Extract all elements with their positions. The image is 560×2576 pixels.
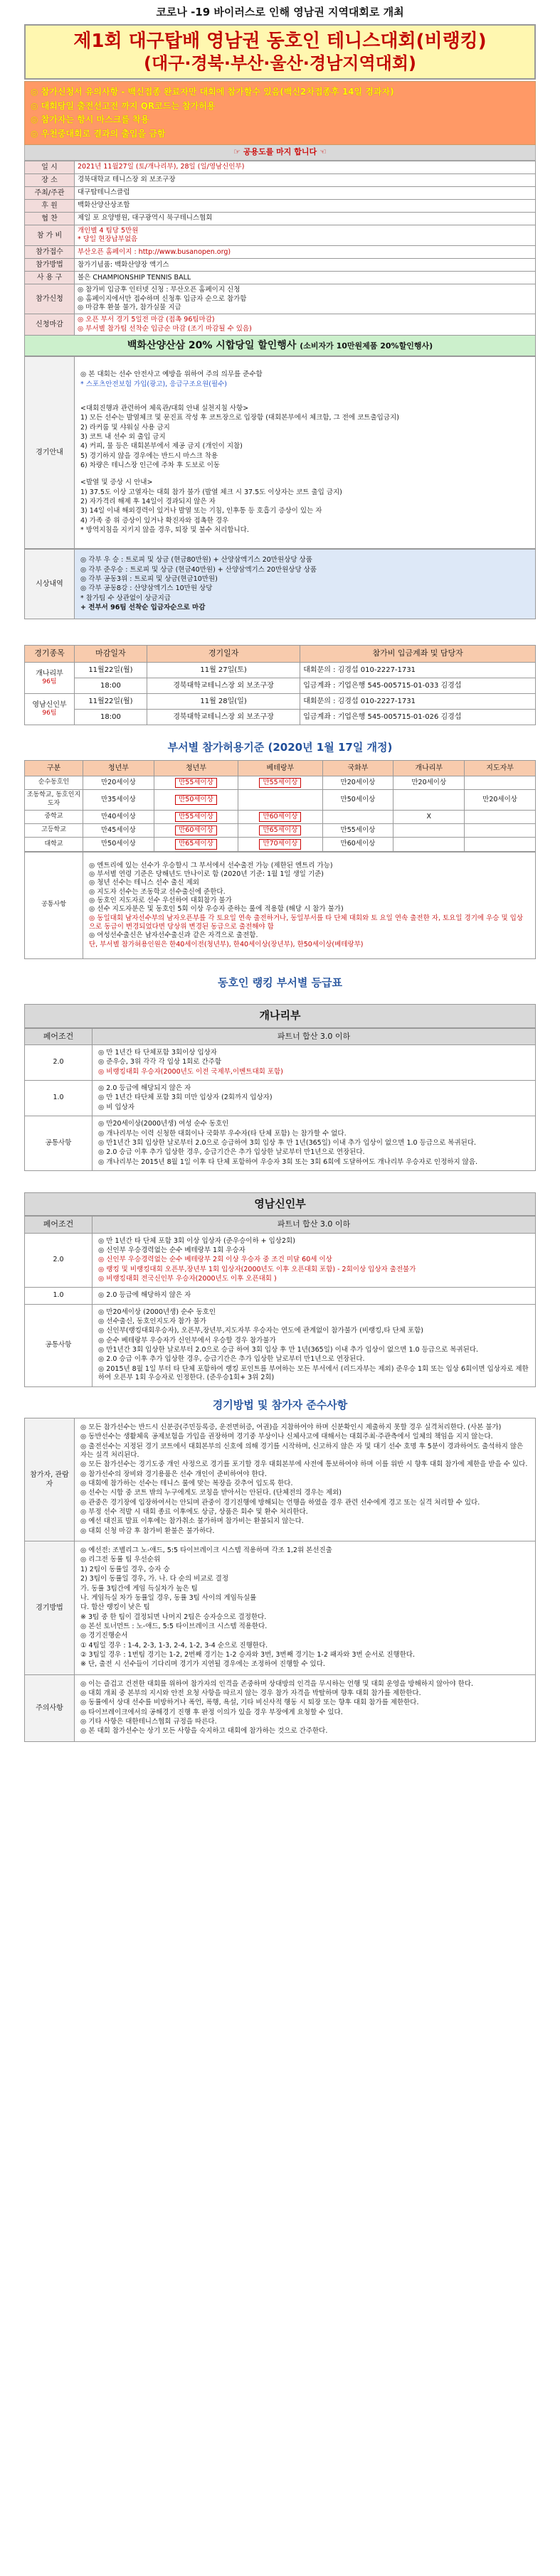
info-value-line: 부산오픈 홈페이지 : http://www.busanopen.org): [78, 247, 231, 256]
info-table: [24, 161, 536, 336]
notice-top: 코로나 -19 바이러스로 인해 영남권 지역대회로 개최: [156, 6, 404, 18]
info-value-line: ◎ 마감후 환불 불가, 참가실물 지급: [78, 304, 181, 312]
rules-line: ◎ 출전선수는 지정된 경기 코트에서 대회본부의 신호에 의해 경기를 시작하며, 신고하지 않은 자 및 대기 선수 호명 후 5분이 경과하여도 출석하지 않은 자는 실격 처리된다.: [80, 1442, 524, 1460]
age-cell: [238, 838, 322, 851]
grade-line: ◎ 신인부(랭킹대회우승자), 오픈부,장년부,지도자부 우승자는 연도에 관계없이 참가불가 (비랭킹,타 단체 포함): [98, 1327, 423, 1335]
guide-symptom: 1) 37.5도 이상 고열자는 대회 참가 불가 (발열 체크 시 37.5도 이상자는 코트 출입 금지): [80, 488, 342, 496]
age-note: ◎ 동일대회 남자선수부의 남자오픈부를 각 토요일 연속 출전하거나, 동일부서를 타 단체 대회와 토 요일 연속 출전한 자, 토요일 경기에 우승 및 입상으로 동급이 변경되었다면 당상위 변경된 동급으로 출전해야 함: [89, 914, 524, 931]
gaenari-table: [24, 1028, 536, 1171]
guide-symptom: 4) 가족 중 위 증상이 있거나 확진자와 접촉한 경우: [80, 516, 229, 525]
guide-intro: ◎ 본 대회는 선수 안전사고 예방을 위하여 주의 의무를 준수함: [80, 370, 263, 379]
age-value: 만50세이상: [175, 795, 217, 805]
age-cell: [393, 776, 465, 790]
age-value: 만65세이상: [259, 825, 301, 835]
info-label: 주최/주관: [25, 186, 75, 199]
age-cell: [238, 776, 322, 790]
rules-line: 1) 2팀이 동률일 경우, 승자 승: [80, 1565, 170, 1573]
title-line1: 제1회 대구탑배 영남권 동호인 테니스대회(비랭킹): [73, 30, 487, 52]
age-notes-label: 공통사항: [25, 852, 83, 958]
award-line: ◎ 각부 준우승 : 트로피 및 상금 (현금40만원) + 산양삼엑기스 20만원상당 상품: [80, 565, 317, 574]
schedule-contact: 대회문의 : 김경섭 010-2227-1731: [300, 662, 536, 678]
age-cell: [465, 776, 536, 790]
age-cell: [322, 824, 393, 838]
rules-line: ◎ 관중은 경기장에 입장하여서는 안되며 관중이 경기진행에 방해되는 언행을 하였을 경우 관련 선수에게 경고 또는 실격 처리할 수 있다.: [80, 1498, 480, 1507]
rules-line: ◎ 본 대회 참가선수는 상기 모든 사항을 숙지하고 대회에 참가하는 것으로 간주한다.: [80, 1727, 328, 1736]
guide-rule: 4) 커피, 물 등은 대회본부에서 제공 금지 (개인이 지참): [80, 442, 243, 451]
schedule-time: 18:00: [75, 678, 147, 693]
age-cell: [238, 790, 322, 810]
info-value-line: 개인별 4 팀당 5만원: [78, 226, 139, 235]
division-name: 개나리부: [36, 669, 63, 678]
grade-condition: 2.0: [25, 1045, 93, 1081]
rules-label: 경기방법: [25, 1541, 75, 1674]
age-value: 만20세이상: [411, 779, 447, 787]
info-label: 일 시: [25, 161, 75, 173]
grade-line: ◎ 신인부 우승경력없는 순수 베테랑부 1회 우승자: [98, 1246, 245, 1255]
age-value: 만70세이상: [259, 839, 301, 849]
rules-line: ② 3팀일 경우 : 1번팀 경기는 1-2, 2번째 경기는 1-2 승자와 3번, 3번째 경기는 1-2 패자와 3번 순서로 진행한다.: [80, 1650, 415, 1659]
grade-criteria: [93, 1288, 536, 1304]
guide-symptom: * 방역지침을 지키지 않을 경우, 퇴장 및 불수 처리합니다.: [80, 526, 249, 534]
grade-line: ◎ 개나리부는 2015년 8월 1일 이후 타 단체 포함하여 우승자 3회 또는 3회 6회에 도달하여도 개나리부 우승자로 인정하지 않음.: [98, 1158, 478, 1166]
yeongnam-col2: 파트너 합산 3.0 이하: [93, 1217, 536, 1233]
guide-content: [75, 357, 536, 549]
rules-line: ◎ 선수는 시합 중 코트 밖의 누구에게도 코칭을 받아서는 안된다. (단체전의 경우는 제외): [80, 1489, 342, 1497]
info-value-line: ◎ 참가비 입금후 인터넷 신청 : 부산오픈 홈페이지 신청: [78, 286, 241, 294]
guide-section2-title: <발열 및 증상 시 안내>: [80, 479, 153, 487]
age-cell: [465, 824, 536, 838]
age-value: 만20세이상: [482, 795, 517, 803]
grade-line: ◎ 순수 베테랑부 우승자가 신인부에서 우승할 경우 참가불가: [98, 1336, 276, 1345]
age-row-label: 조동학교, 동호인지도자: [25, 790, 83, 810]
rules-content: [75, 1674, 536, 1741]
rules-line: 가. 동률 3팀간에 게임 득실차가 높은 팀: [80, 1584, 198, 1593]
info-label: 신청마감: [25, 314, 75, 336]
grade-criteria: [93, 1081, 536, 1116]
grade-line: ◎ 만1년간 3회 입상한 날로부터 2.0으로 승급 하여 3회 입상 후 만 1년(365일) 이내 추가 입상이 없으면 1.0 등급으로 복귀된다.: [98, 1346, 479, 1354]
gaenari-col1: 페어조건: [25, 1028, 93, 1044]
info-label: 참가신청: [25, 284, 75, 314]
age-cell: [465, 790, 536, 810]
age-cell: [322, 838, 393, 851]
age-value: 만55세이상: [259, 778, 301, 788]
rules-content: [75, 1418, 536, 1541]
rules-line: ◎ 모든 참가선수는 경기도중 개인 사정으로 경기를 포기할 경우 대회본부에 사전에 통보하여야 하며 이를 위반 시 향후 대회 참가에 제한을 받을 수 있다.: [80, 1460, 528, 1469]
gaenari-head: 개나리부: [24, 1004, 536, 1028]
caution-item: ◎ 참가신청서 유의사항 - 백신접종 완료자만 대회에 참가할수 있음(백신2차접종후 14일 경과자): [31, 87, 394, 97]
age-value: 만20세이상: [340, 779, 376, 787]
age-value: 만50세이상: [101, 840, 136, 848]
age-value: 만60세이상: [259, 812, 301, 822]
schedule-venue: 경북대학교테니스장 외 보조구장: [147, 709, 300, 725]
caution-box: [24, 81, 536, 145]
grade-line: ◎ 만 1년간 타단체 포함 3회 미만 입상자 (2회까지 입상자): [98, 1094, 273, 1102]
age-note: ◎ 청년 선수는 테니스 선수 출신 제외: [89, 879, 199, 887]
guide-rule: 3) 코트 내 선수 외 출입 금지: [80, 432, 166, 441]
promo-banner: [24, 336, 536, 356]
age-cell: [393, 824, 465, 838]
age-header: 지도자부: [465, 761, 536, 776]
award-line: ◎ 각부 공동8강 : 산양삼엑기스 10만원 상당: [80, 584, 213, 593]
guide-label: 경기안내: [25, 357, 75, 549]
age-note: ◎ 지도자 선수는 조동학교 선수출신에 준한다.: [89, 887, 226, 896]
grade-line: ◎ 랭킹 및 비랭킹대회 오픈부,장년부 1회 입상자(2000년도 이후 오픈대회 포함) - 2회이상 입상자 출전불가: [98, 1265, 416, 1273]
rules-line: ◎ 모든 참가선수는 반드시 신분증(주민등록증, 운전면허증, 여권)을 지참하여야 하며 신분확인시 제출하지 못할 경우 실격처리한다. (사본 불가): [80, 1423, 502, 1431]
guide-section1-title: <대회진행과 관련하여 체육관/대회 안내 실천지침 사항>: [80, 404, 249, 412]
schedule-table: [24, 645, 536, 725]
grade-line: ◎ 비랭킹대회 우승자(2000년도 이전 국제부,이벤트대회 포함): [98, 1067, 283, 1076]
rules-table: [24, 1418, 536, 1742]
age-note: ◎ 동호인 지도자로 선수 우선하여 대회참가 불가: [89, 896, 232, 904]
guide-intro2: * 스포츠안전보험 가입(광고), 응급구조요원(필수): [80, 380, 228, 388]
age-section-title: 부서별 참가허용기준 (2020년 1월 17일 개정): [167, 740, 393, 754]
age-note: ◎ 여성선수출신은 남자선수출신과 같은 자격으로 출전함.: [89, 931, 258, 940]
awards-content: [75, 550, 536, 619]
grade-line: ◎ 만 1년간 타 단체 포함 3회 이상 입상자 (준우승이하 + 입상2회): [98, 1236, 295, 1245]
rules-label: 주의사항: [25, 1674, 75, 1741]
info-label: 협 찬: [25, 212, 75, 225]
age-cell: [83, 824, 154, 838]
division-teams: 96팀: [42, 678, 57, 685]
age-cell: [465, 810, 536, 823]
info-value: [75, 199, 536, 212]
award-line: ◎ 각부 우 승 : 트로피 및 상금 (현금80만원) + 산양삼엑기스 20만원상당 상품: [80, 556, 312, 565]
rules-label: 참가자, 관람자: [25, 1418, 75, 1541]
info-value: [75, 161, 536, 173]
grade-line: ◎ 신인부 우승경력없는 순수 베테랑부 2회 이상 우승자 중 조건 미달 60세 이상: [98, 1256, 332, 1264]
age-value: 만55세이상: [175, 812, 217, 822]
age-note: ◎ 부서별 연령 기준은 당해년도 만나이로 함 (2020년 기준: 1월 1일 생일 기준): [89, 870, 324, 878]
read-banner: ☞ 공용도를 마지 합니다 ☜: [24, 145, 536, 160]
age-cell: [393, 790, 465, 810]
rules-line: ◎ 이는 즐겁고 건전한 대회를 위하여 참가자의 인격을 존중하며 상대방의 인격을 무시하는 언행 및 대회 운영을 방해하지 않아야 한다.: [80, 1679, 474, 1688]
age-value: 만50세이상: [340, 795, 376, 803]
caution-item: ◎ 참가자는 항시 마스크를 착용: [31, 114, 149, 125]
spacer: [80, 397, 529, 404]
caution-item: ◎ 우천중대회로 결과의 출입을 금함: [31, 128, 166, 139]
awards-label: 시상내역: [25, 550, 75, 619]
grade-criteria: [93, 1045, 536, 1081]
age-cell: [322, 776, 393, 790]
age-cell: [238, 810, 322, 823]
award-line: + 전부서 96팀 선착순 입금자순으로 마감: [80, 603, 206, 611]
rules-line: ◎ 본선 토너먼트 : 노-애드, 5:5 타이브레이크 시스템 적용한다.: [80, 1622, 268, 1630]
age-cell: [83, 838, 154, 851]
age-header: 청년부: [154, 761, 238, 776]
schedule-contact: 대회문의 : 김경섭 010-2227-1731: [300, 693, 536, 709]
rules-line: ※ 단, 출전 시 선수들이 기다리며 경기가 지연될 경우에는 조정하여 진행할 수 있다.: [80, 1660, 325, 1669]
age-cell: [154, 810, 238, 823]
rules-line: ◎ 참가선수의 장비와 경기용품은 선수 개인이 준비하여야 한다.: [80, 1470, 267, 1478]
schedule-venue: 경북대학교테니스장 외 보조구장: [147, 678, 300, 693]
schedule-account: 입금계좌 : 기업은행 545-005715-01-033 김경섭: [300, 678, 536, 693]
age-notes-table: [24, 852, 536, 959]
age-value: 만35세이상: [101, 795, 136, 803]
grade-line: ◎ 개나리부는 이력 신청한 대회이나 국화부 우수자(타 단체 포함) 는 참가할 수 없다.: [98, 1129, 347, 1138]
info-value: [75, 314, 536, 336]
rules-line: 나. 게임득실 차가 동률일 경우, 동률 3팀 사이의 게임득실률: [80, 1593, 257, 1602]
age-row-label: 중학교: [25, 810, 83, 823]
grade-line: ◎ 만1년간 3회 입상한 날로부터 2.0으로 승급하여 3회 입상 후 만 1년(365일) 이내 추가 입상이 없으면 1.0 등급으로 복귀된다.: [98, 1138, 477, 1147]
age-cell: [393, 838, 465, 851]
info-value-line: ◎ 홈페이지에서만 접수하며 신청후 입금자 순으로 참가함: [78, 294, 247, 303]
grade-condition: 2.0: [25, 1233, 93, 1288]
yeongnam-table: [24, 1216, 536, 1386]
rules-line: ◎ 타이브레이크에서의 공해경기 진행 후 판정 이의가 있을 경우 부장에게 요청할 수 있다.: [80, 1708, 343, 1716]
age-note: ◎ 엔트리에 있는 선수가 우승할시 그 부서에서 선수출전 가능 (제한된 엔트리 가능): [89, 861, 333, 870]
age-header: 베테랑부: [238, 761, 322, 776]
award-line: * 참가팀 수 상관없이 상금지급: [80, 594, 171, 602]
grade-line: ◎ 2.0 승급 이후 추가 입상한 경우, 승급기간은 추가 입상한 날로부터 만1년으로 연장된다.: [98, 1355, 365, 1364]
ranking-title: 동호인 랭킹 부서별 등급표: [217, 976, 343, 989]
age-note: ◎ 선수 지도자분은 및 동호인 5회 이상 우승자 준하는 룰에 적용함 (해당 시 참가 불가): [89, 905, 344, 914]
info-label: 참가접수: [25, 246, 75, 259]
grade-condition: 공통사항: [25, 1304, 93, 1386]
age-value: 만20세이상: [101, 779, 136, 787]
schedule-header: 참가비 입금계좌 및 담당자: [300, 646, 536, 662]
schedule-account: 입금계좌 : 기업은행 545-005715-01-026 김경섭: [300, 709, 536, 725]
age-note: 단, 부서별 참가허용인원은 한40세이전(청년부), 한40세이상(장년부), 한50세이상(베테랑부): [89, 940, 364, 948]
age-cell: [393, 810, 465, 823]
grade-line: ◎ 2.0 등급에 해당하지 않은 자: [98, 1291, 191, 1300]
age-row-label: 고등학교: [25, 824, 83, 838]
grade-condition: 공통사항: [25, 1116, 93, 1171]
grade-line: ◎ 준우승, 3위 각각 각 입상 1회로 간주함: [98, 1058, 222, 1067]
info-value: [75, 225, 536, 246]
info-value-line: 참가기념품: 백화산양장 액기스: [78, 260, 169, 269]
age-value: 만60세이상: [340, 840, 376, 848]
rules-line: ◎ 대회 신청 마감 후 참가비 환불은 불가하다.: [80, 1527, 215, 1535]
awards-table: [24, 549, 536, 619]
age-row-label: 대학교: [25, 838, 83, 851]
info-value-line: 백화산양산상조합: [78, 201, 130, 209]
rules-line: ◎ 부정 선수 적발 시 대회 종료 이후에도 상금, 상품은 회수 및 환수 처리한다.: [80, 1508, 308, 1517]
rules-line: ◎ 대회 개최 중 본부의 지시와 안전 요청 사항을 따르지 않는 경우 참가 자격을 박탈하며 향후 대회 참가를 제한한다.: [80, 1689, 421, 1697]
rules-line: 다. 합산 랭킹이 낮은 팀: [80, 1603, 150, 1612]
rules-line: ◎ 대회에 참가하는 선수는 테니스 룰에 맞는 복장을 갖추어 입도록 한다.: [80, 1480, 293, 1488]
yeongnam-head: 영남신인부: [24, 1192, 536, 1217]
title-box: [24, 24, 536, 80]
guide-rule: 1) 모든 선수는 발열체크 및 문진표 작성 후 코트장으로 입장함 (대회본부에서 체크함, 그 전에 코트출입금지): [80, 414, 399, 422]
guide-symptom: 2) 자가격리 해제 후 14일이 경과되지 않은 자: [80, 497, 216, 506]
info-label: 참 가 비: [25, 225, 75, 246]
info-value-line: ◎ 부서별 참가팀 선착순 입금순 마감 (조기 마감될 수 있음): [78, 324, 252, 333]
rules-line: ◎ 동률에서 상대 선수를 비방하거나 폭언, 폭행, 욕설, 기타 비신사적 행동 시 퇴장 또는 향후 대회 참가를 제한한다.: [80, 1699, 419, 1707]
info-value-line: * 당일 현장납부없음: [78, 235, 138, 244]
rules-line: ◎ 예선전: 조별리그 노-애드, 5:5 타이브레이크 시스템 적용하며 각조 1,2위 본선진출: [80, 1546, 332, 1555]
title-line2: (대구·경북·부산·울산·경남지역대회): [144, 53, 416, 73]
yeongnam-col1: 페어조건: [25, 1217, 93, 1233]
schedule-date: 11월 28일(일): [147, 693, 300, 709]
age-header: 청년부: [83, 761, 154, 776]
info-label: 후 원: [25, 199, 75, 212]
gaenari-col2: 파트너 합산 3.0 이하: [93, 1028, 536, 1044]
info-value: [75, 272, 536, 284]
grade-criteria: [93, 1116, 536, 1171]
promo-text: 백화산양산삼 20% 시합당일 할인행사: [127, 340, 297, 352]
info-value-line: 제일 포 요양병원, 대구광역시 북구테니스협회: [78, 214, 213, 222]
info-value: [75, 284, 536, 314]
caution-list: [31, 85, 529, 141]
rules-line: ◎ 경기진행순서: [80, 1632, 128, 1640]
schedule-date: 11월 27일(토): [147, 662, 300, 678]
age-cell: [322, 790, 393, 810]
guide-rule: 5) 경기하지 않을 경우에는 반드시 마스크 착용: [80, 451, 218, 460]
rules-line: ※ 3팀 중 한 팀이 결정되면 나머지 2팀은 승자승으로 결정한다.: [80, 1613, 267, 1621]
age-header: 구분: [25, 761, 83, 776]
guide-rule: 2) 라커룸 및 샤워실 사용 금지: [80, 423, 170, 432]
age-cell: [154, 824, 238, 838]
info-label: 장 소: [25, 173, 75, 186]
age-cell: [154, 776, 238, 790]
age-value: X: [426, 812, 431, 821]
age-cell: [154, 838, 238, 851]
division-teams: 96팀: [42, 709, 57, 717]
age-value: 만45세이상: [101, 826, 136, 835]
age-table: [24, 760, 536, 852]
info-label: 사 용 구: [25, 272, 75, 284]
age-value: 만40세이상: [101, 812, 136, 821]
schedule-division: [25, 662, 75, 693]
grade-line: ◎ 만20세이상(2000년생) 여성 순수 동호인: [98, 1120, 229, 1128]
guide-rule: 6) 차량은 테니스장 인근에 주차 후 도보로 이동: [80, 461, 221, 469]
schedule-division: [25, 693, 75, 725]
promo-sub: (소비자가 10만원제품 20%할인행사): [300, 341, 433, 351]
grade-criteria: [93, 1233, 536, 1288]
rules-line: ◎ 예선 대진표 발표 이후에는 참가취소 불가하며 참가비는 환불되지 않는다.: [80, 1517, 304, 1526]
schedule-header: 경기일자: [147, 646, 300, 662]
guide-table: [24, 356, 536, 549]
info-value: [75, 259, 536, 272]
info-value-line: 볼은 CHAMPIONSHIP TENNIS BALL: [78, 273, 191, 282]
age-cell: [154, 790, 238, 810]
schedule-deadline: 11월22일(월): [75, 693, 147, 709]
grade-line: ◎ 만 1년간 타 단체포함 3회이상 입상자: [98, 1049, 217, 1057]
rules-title: 경기방법 및 참가자 준수사항: [212, 1398, 348, 1411]
age-cell: [322, 810, 393, 823]
spacer: [80, 471, 529, 478]
caution-item: ◎ 대회당일 출전선고전 까지 QR코드는 참가허용: [31, 100, 216, 111]
grade-line: ◎ 만20세이상 (2000년생) 순수 동호인: [98, 1308, 216, 1316]
spacer: [80, 390, 529, 397]
age-cell: [83, 790, 154, 810]
grade-line: ◎ 2.0 승급 이후 추가 입상한 경우, 승급기간은 추가 입상한 날로부터 만1년으로 연장된다.: [98, 1148, 365, 1157]
info-value-line: 2021년 11월27일 (토/개나리부), 28일 (일/영남신인부): [78, 163, 245, 171]
age-value: 만65세이상: [175, 839, 217, 849]
division-name: 영남신인부: [32, 700, 67, 709]
grade-line: ◎ 2.0 등급에 해당되지 않은 자: [98, 1084, 191, 1093]
info-value-line: 대구탑테니스클럽: [78, 188, 130, 196]
schedule-deadline: 11월22일(월): [75, 662, 147, 678]
schedule-header: 경기종목: [25, 646, 75, 662]
age-header: 개나리부: [393, 761, 465, 776]
rules-content: [75, 1541, 536, 1674]
age-row-label: 순수동호인: [25, 776, 83, 790]
grade-condition: 1.0: [25, 1081, 93, 1116]
age-value: 만60세이상: [175, 825, 217, 835]
info-label: 참가방법: [25, 259, 75, 272]
age-cell: [465, 838, 536, 851]
grade-line: ◎ 선수출신, 동호인지도자 참가 불가: [98, 1318, 206, 1326]
info-value-line: ◎ 오픈 부서 경기 5일전 마감 (접촉 96팀마감): [78, 316, 215, 324]
grade-line: ◎ 비 입상자: [98, 1103, 135, 1111]
schedule-header: 마감일자: [75, 646, 147, 662]
guide-symptom: 3) 14일 이내 해외경력이 있거나 발열 또는 기침, 인후통 등 호흡기 증상이 있는 자: [80, 507, 322, 515]
age-value: 만55세이상: [340, 826, 376, 835]
rules-line: ◎ 기타 사항은 대한테니스협회 규정을 따른다.: [80, 1717, 217, 1726]
info-value: [75, 173, 536, 186]
rules-line: ◎ 동반선수는 생활체육 공제보험을 가입을 권장하며 경기중 부상이나 신체사고에 대해서는 대회주최·주관측에서 일체의 책임을 지지 않는다.: [80, 1433, 493, 1441]
grade-condition: 1.0: [25, 1288, 93, 1304]
age-cell: [83, 776, 154, 790]
age-notes: [83, 852, 536, 958]
info-value: [75, 212, 536, 225]
grade-criteria: [93, 1304, 536, 1386]
schedule-time: 18:00: [75, 709, 147, 725]
info-value: [75, 246, 536, 259]
rules-line: 2) 3팀이 동률일 경우, 가. 나. 다 순의 비교로 결정: [80, 1575, 229, 1583]
info-value-line: 경북대학교 테니스장 외 보조구장: [78, 176, 176, 183]
age-value: 만55세이상: [175, 778, 217, 788]
rules-line: ① 4팀일 경우 : 1-4, 2-3, 1-3, 2-4, 1-2, 3-4 순으로 진행한다.: [80, 1641, 268, 1650]
info-value: [75, 186, 536, 199]
age-header: 국화부: [322, 761, 393, 776]
age-cell: [83, 810, 154, 823]
grade-line: ◎ 2015년 8월 1일 부터 타 단체 포함하여 랭킹 포인트를 부여하는 모든 부서에서 (리드자부는 제외) 준우승 1회 또는 입상 6회이면 입상자로 제한하여 오픈부 1회 우승자로 인정한다. (준우승1회+ 3위 2회): [98, 1364, 529, 1382]
award-line: ◎ 각부 공동3위 : 트로피 및 상금(현금10만원): [80, 574, 218, 583]
age-cell: [238, 824, 322, 838]
grade-line: ◎ 비랭킹대회 전국신인부 우승자(2000년도 이후 오픈대회 ): [98, 1275, 277, 1283]
rules-line: ◎ 리그전 동률 팀 우선순위: [80, 1556, 161, 1564]
